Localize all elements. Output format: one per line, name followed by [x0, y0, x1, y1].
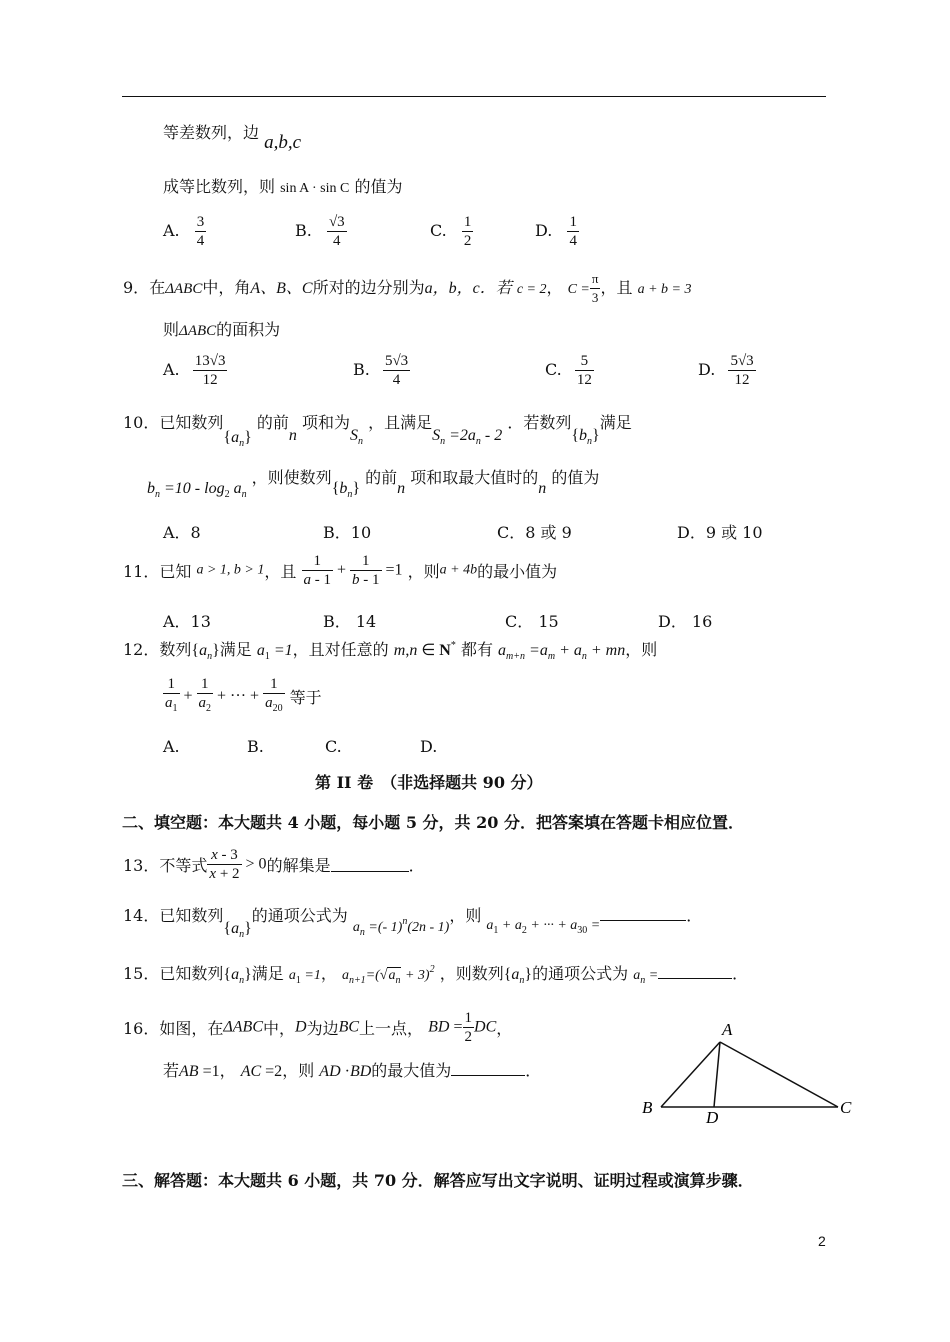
q12-line2: $\frac{1}{a_1}$ + $\frac{1}{a_2}$ + ··· + $\frac{1}{a_{20}}$ 等于	[163, 675, 322, 718]
q8-expr: sin A · sin C	[280, 181, 350, 196]
q11-option-d: D． 16	[658, 612, 713, 631]
q16-answer-blank[interactable]	[451, 1061, 525, 1076]
q9-option-b: B. $\frac{5√3}{4}$	[353, 353, 409, 388]
q14-line: 14．已知数列$\{a_n\}$的通项公式为 $a_n$ =(- 1)$^n$(2n - 1)，则 $a_1 + a_2$ + ··· + $a_{30}$ =．	[123, 906, 703, 940]
q13-answer-blank[interactable]	[331, 857, 409, 872]
q10-line1: 10．已知数列$\{a_n\}$ 的前n 项和为$S_n$ ，且满足$S_n =2a_n - 2$ ．若数列$\{b_n\}$满足	[123, 413, 632, 449]
q8-line2	[163, 174, 402, 197]
label-b: B	[642, 1098, 653, 1117]
q10-option-a: A．8	[163, 523, 201, 542]
label-d: D	[706, 1108, 719, 1127]
q10-option-b: B．10	[323, 523, 372, 542]
header-rule	[122, 96, 826, 97]
q9-option-a: A. $\frac{13√3}{12}$	[163, 353, 226, 388]
label-a: A	[722, 1020, 733, 1039]
q10-option-c: C．8 或 9	[497, 523, 572, 542]
side-ab	[661, 1042, 720, 1107]
q15-answer-blank[interactable]	[658, 964, 732, 979]
section2-heading: 二、填空题：本大题共 4 小题，每小题 5 分，共 20 分．把答案填在答题卡相应位置．	[122, 813, 744, 832]
q9-line2: 则ΔABC的面积为	[163, 320, 281, 339]
q9-option-c: C. $\frac{5}{12}$	[545, 353, 592, 388]
q16-line2: 若AB =1， AC =2，则 AD ·BD的最大值为 ．	[163, 1061, 542, 1080]
q8-sides: a,b,c	[264, 132, 302, 153]
triangle-figure	[636, 1015, 866, 1130]
q9-option-d: D. $\frac{5√3}{12}$	[698, 353, 754, 388]
q12-option-d: D.	[420, 737, 438, 756]
q8-option-b: B. $\frac{√3}{4}$	[295, 214, 345, 249]
q12-option-c: C.	[325, 737, 342, 756]
label-c: C	[840, 1098, 852, 1117]
q16-line1: 16．如图，在ΔABC中，D为边BC上一点， BD = $\frac{1}{2}$ DC，	[123, 1010, 513, 1045]
q10-line2: $b_n =10 - \log_2 a_n$ ，则使数列$\{b_n\}$ 的前n 项和取最大值时的n 的值为	[147, 468, 600, 500]
part2-title: 第 II 卷 （非选择题共 90 分）	[315, 773, 543, 792]
q8-option-c: C. $\frac{1}{2}$	[430, 214, 472, 249]
q10-option-d: D．9 或 10	[677, 523, 763, 542]
q12-option-a: A.	[163, 737, 180, 756]
q12-line1: 12．数列$\{a_n\}$满足 $a_1 =1$，且对任意的 m,n ∈ N* 都有 $a_{m+n} =a_m + a_n$ + mn，则	[123, 640, 658, 662]
q8-text2: 成等比数列，则	[163, 177, 276, 196]
q8-text3: 的值为	[354, 177, 403, 196]
q11-option-a: A．13	[163, 612, 211, 631]
section3-heading: 三、解答题：本大题共 6 小题，共 70 分．解答应写出文字说明、证明过程或演算步骤．	[122, 1171, 754, 1190]
q15-line: 15．已知数列$\{a_n\}$满足 $a_1 =1$， $a_{n+1}=(√a_n + 3)^2$ ，则数列$\{a_n\}$的通项公式为 $a_n$ = ．	[123, 964, 749, 986]
q8-option-d: D. $\frac{1}{4}$	[535, 214, 577, 249]
q9-line1: 9．在ΔABC中，角A、B、C所对的边分别为a，b，c．若 c = 2， C = $\frac{\pi}{3}$ ，且 a + b = 3	[123, 271, 692, 305]
q8-option-a: A. $\frac{3}{4}$	[163, 214, 205, 249]
q12-option-b: B.	[247, 737, 264, 756]
page-number: 2	[818, 1233, 826, 1249]
q11-option-c: C． 15	[505, 612, 559, 631]
q13-line: 13．不等式 $\frac{x - 3}{x + 2}$ > 0的解集是 ．	[123, 847, 425, 882]
q11-option-b: B． 14	[323, 612, 377, 631]
segment-ad	[714, 1042, 720, 1107]
q8-line1	[163, 120, 302, 153]
q11-line: 11．已知 a > 1, b > 1，且 $\frac{1}{a - 1}$ + $\frac{1}{b - 1}$ =1 ，则a + 4b的最小值为	[123, 553, 558, 588]
side-ac	[720, 1042, 838, 1107]
q14-answer-blank[interactable]	[600, 906, 686, 921]
q8-text: 等差数列，边	[163, 123, 260, 142]
